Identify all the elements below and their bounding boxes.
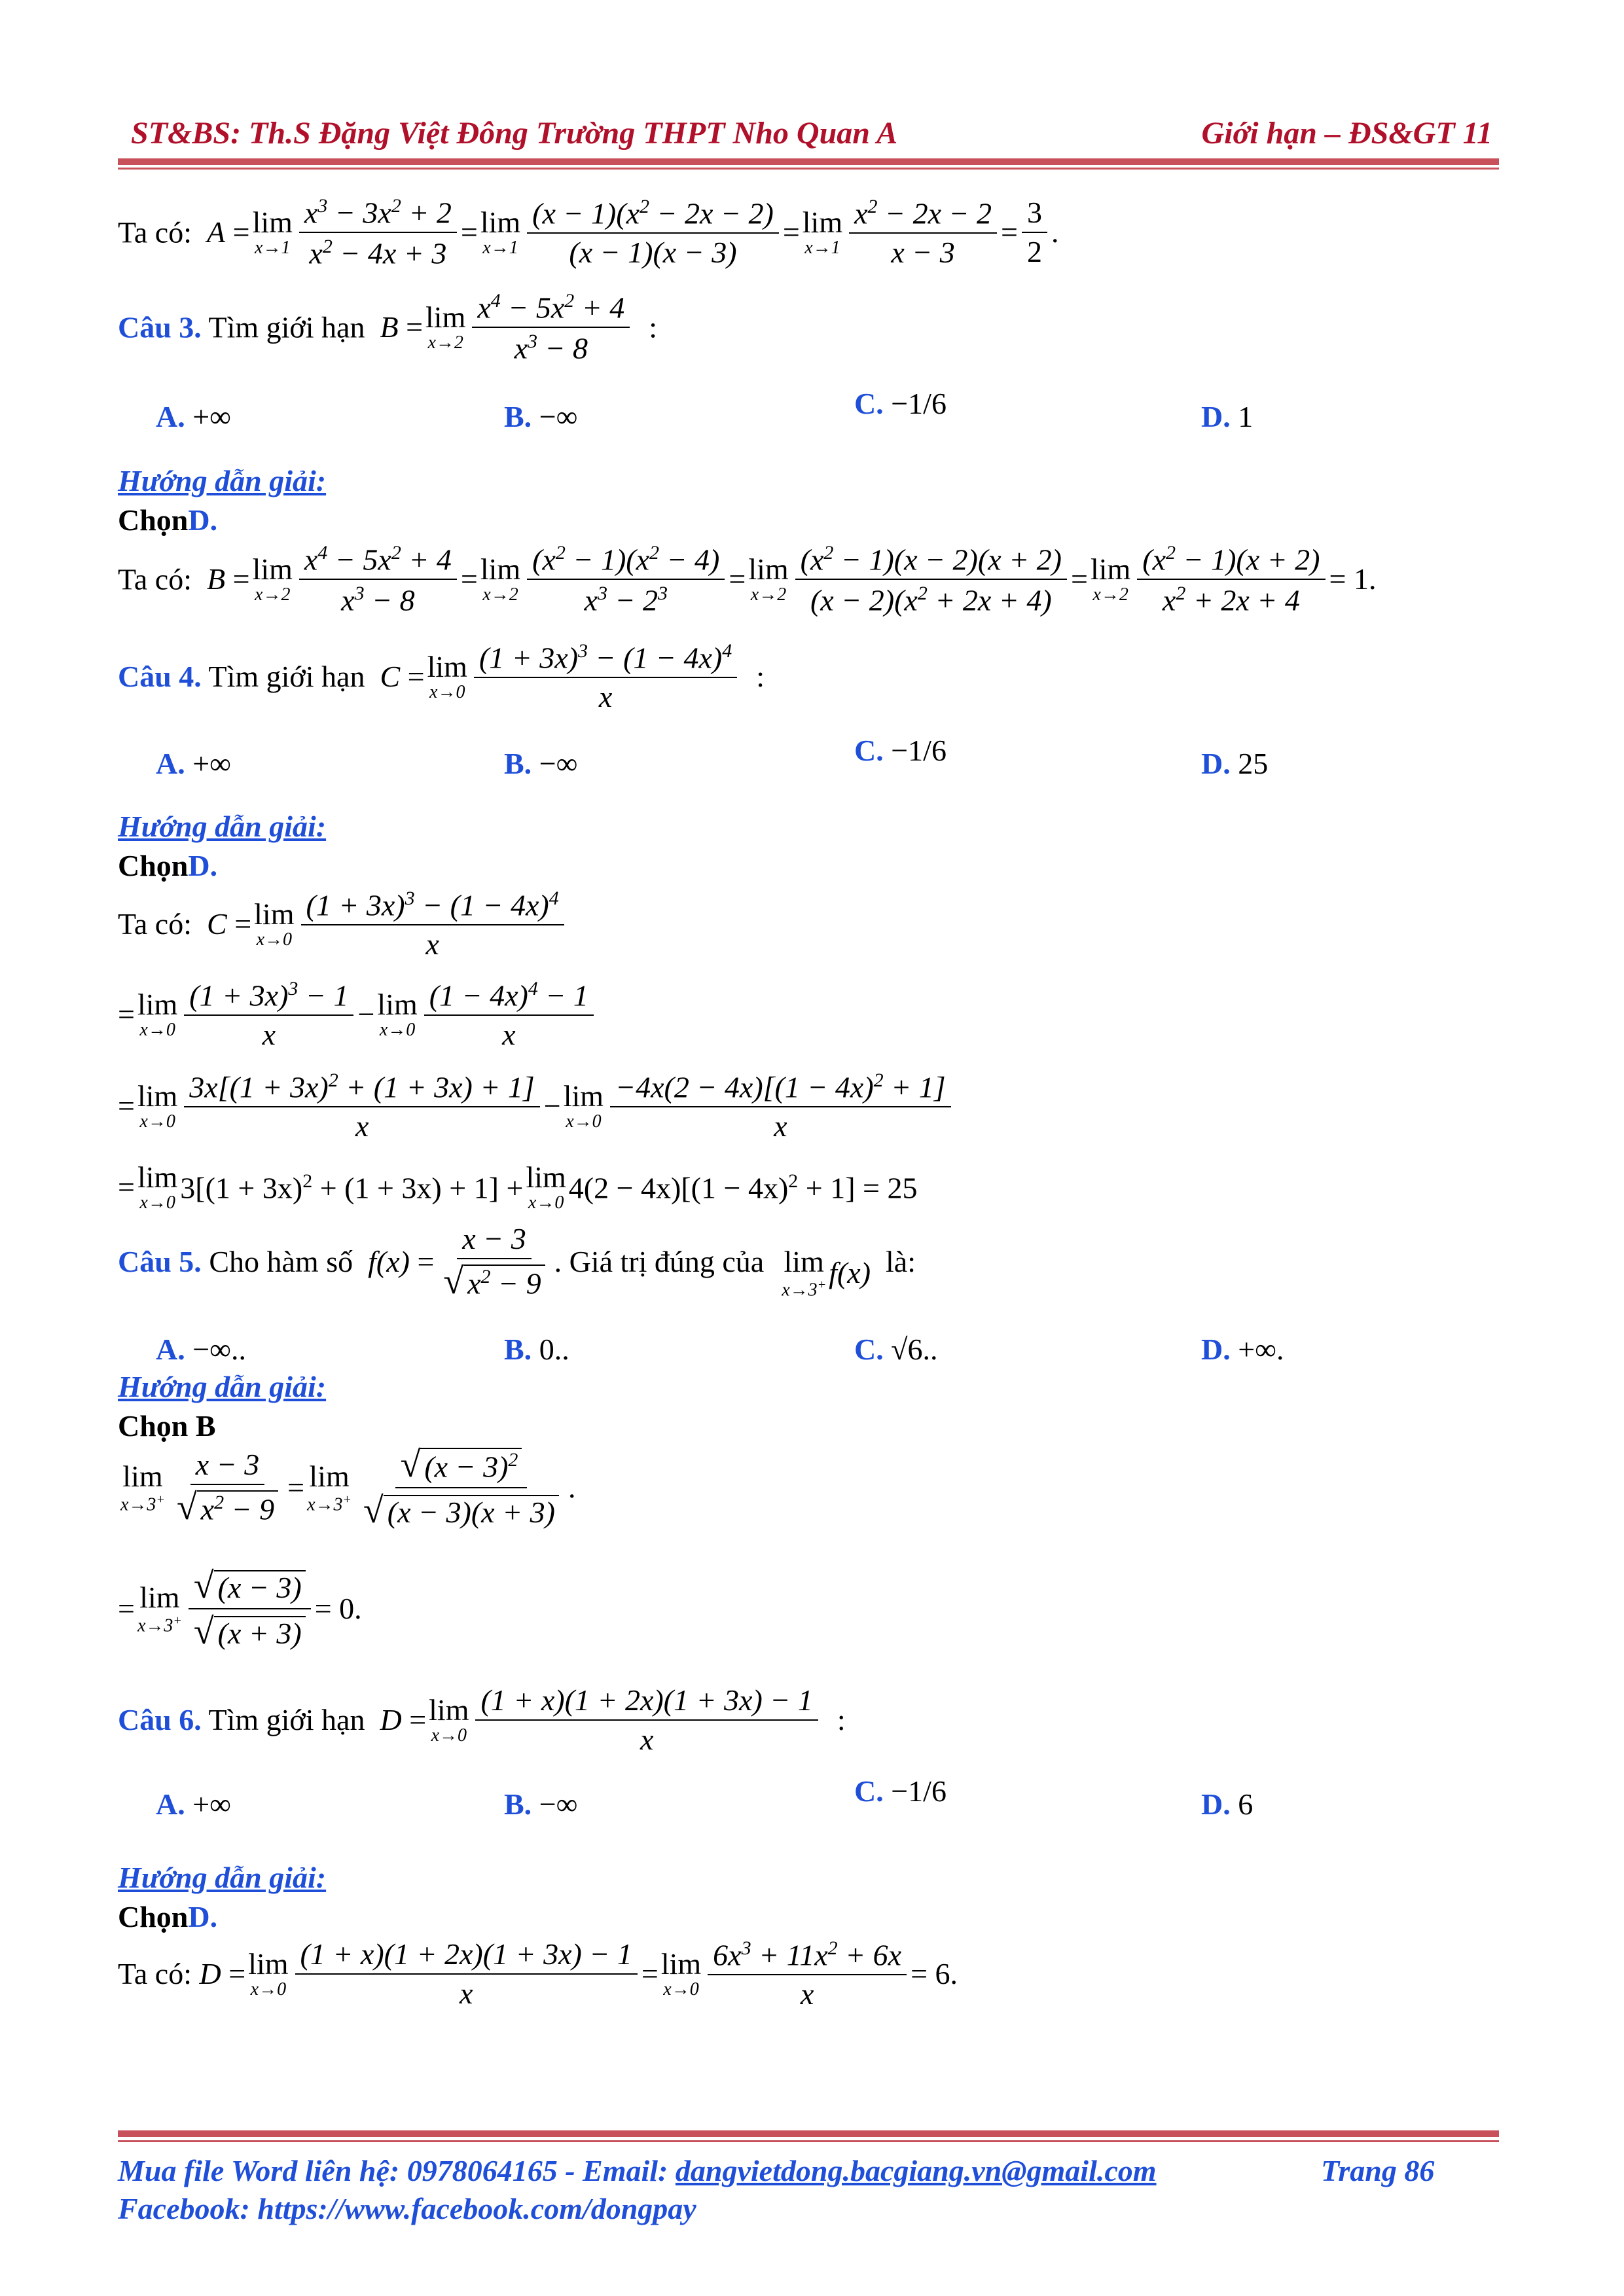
q6-answer: ChọnD.	[118, 1900, 218, 1933]
header-rule	[118, 158, 1499, 165]
q6-option-b: B. −∞	[504, 1787, 578, 1821]
q6-question: Câu 6. Tìm giới hạn D = lim x→0 $\frac{(1 + x)(1 + 2x)(1 + 3x) - 1}{x}$ :	[118, 1683, 846, 1756]
header-topic: Giới hạn – ĐS&GT 11	[1201, 116, 1492, 151]
q5-option-a: A. −∞..	[156, 1333, 246, 1366]
footer-rule	[118, 2130, 1499, 2137]
q3-option-c: C. −1/6	[854, 387, 947, 420]
q2-solution: Ta có: A = lim x→1 $\frac{x^3 - 3x^2 + 2}{x^2 - 4x + 3}$ = lim x→1 $\frac{(x - 1)(x^2 - 2x - 2)}{(x - 1)(x - 3)}$ = lim x→1 $\frac{x^2 - 2x - 2}{x - 3}$ = $\frac{3}{2}$ .	[118, 195, 1059, 270]
q3-option-a: A. +∞	[156, 400, 231, 433]
q4-option-b: B. −∞	[504, 747, 578, 780]
q5-guide-heading: Hướng dẫn giải:	[118, 1370, 327, 1403]
q5-option-d: D. +∞.	[1201, 1333, 1284, 1366]
q5-option-c: C. √6..	[854, 1333, 938, 1366]
header-author: ST&BS: Th.S Đặng Việt Đông Trường THPT Nho Quan A	[131, 116, 898, 151]
q5-solution-2: = lim x→3+ $\frac{√ (x - 3)}{√ (x + 3)}$ = 0.	[118, 1566, 362, 1652]
footer-email-link[interactable]: dangvietdong.bacgiang.vn@gmail.com	[675, 2154, 1157, 2187]
q4-solution-2: = lim x→0 $\frac{(1 + 3x)^3 - 1}{x}$ − lim x→0 $\frac{(1 - 4x)^4 - 1}{x}$	[118, 979, 598, 1050]
footer-contact: Mua file Word liên hệ: 0978064165 - Email: dangvietdong.bacgiang.vn@gmail.com	[118, 2154, 1157, 2187]
q6-option-c: C. −1/6	[854, 1774, 947, 1808]
q4-question: Câu 4. Tìm giới hạn C = lim x→0 $\frac{(1 + 3x)^3 - (1 - 4x)^4}{x}$ :	[118, 640, 765, 714]
q3-option-b: B. −∞	[504, 400, 578, 433]
q4-option-a: A. +∞	[156, 747, 231, 780]
q4-option-c: C. −1/6	[854, 734, 947, 767]
q5-option-b: B. 0..	[504, 1333, 569, 1366]
q6-guide-heading: Hướng dẫn giải:	[118, 1861, 327, 1894]
q3-guide-heading: Hướng dẫn giải:	[118, 464, 327, 497]
q5-question: Câu 5. Cho hàm số f(x) = $\frac{x - 3}{√ x^2 - 9}$ . Giá trị đúng của lim x→3+ f(x) là:	[118, 1222, 916, 1302]
q6-option-a: A. +∞	[156, 1787, 231, 1821]
q6-option-d: D. 6	[1201, 1787, 1254, 1821]
q4-solution-3: = lim x→0 $\frac{3x[(1 + 3x)^2 + (1 + 3x) + 1]}{x}$ − lim x→0 $\frac{-4x(2 - 4x)[(1 - 4x)^2 + 1]}{x}$	[118, 1071, 955, 1141]
q3-option-d: D. 1	[1201, 400, 1254, 433]
q5-solution-1: lim x→3+ $\frac{x - 3}{√ x^2 - 9}$ = lim x→3+ $\frac{√ (x - 3)^2}{√ (x - 3)(x + 3)}$ .	[120, 1444, 576, 1531]
footer-rule-thin	[118, 2140, 1499, 2142]
q3-question: Câu 3. Tìm giới hạn B = lim x→2 $\frac{x^4 - 5x^2 + 4}{x^3 - 8}$ :	[118, 290, 658, 365]
q4-solution-4: = lim x→0 $3[(1 + 3x)^2 + (1 + 3x) + 1]$ + lim x→0 $4(2 - 4x)[(1 - 4x)^2 + 1] = 25$	[118, 1160, 918, 1213]
q6-solution: Ta có: D = lim x→0 $\frac{(1 + x)(1 + 2x)(1 + 3x) - 1}{x}$ = lim x→0 $\frac{6x^3 + 11x^2 + 6x}{x}$ = 6.	[118, 1937, 958, 2011]
q5-answer: Chọn B	[118, 1409, 216, 1443]
q3-answer: ChọnD.	[118, 503, 218, 537]
q4-guide-heading: Hướng dẫn giải:	[118, 810, 327, 843]
q4-solution-1: Ta có: C = lim x→0 $\frac{(1 + 3x)^3 - (1 - 4x)^4}{x}$	[118, 889, 568, 960]
q4-option-d: D. 25	[1201, 747, 1269, 780]
q3-solution: Ta có: B = lim x→2 $\frac{x^4 - 5x^2 + 4}{x^3 - 8}$ = lim x→2 $\frac{(x^2 - 1)(x^2 - 4)}{x^3 - 2^3}$ = lim x→2 $\frac{(x^2 - 1)(x - 2)(x + 2)}{(x - 2)(x^2 + 2x + 4)}$ = lim x→2 $\frac{(x^2 - 1)(x + 2)}{x^2 + 2x + 4}$ = 1.	[118, 542, 1377, 617]
footer-page-number: Trang 86	[1321, 2154, 1435, 2187]
footer-facebook[interactable]: Facebook: https://www.facebook.com/dongpay	[118, 2192, 696, 2225]
header-rule-thin	[118, 168, 1499, 170]
q4-answer: ChọnD.	[118, 849, 218, 882]
